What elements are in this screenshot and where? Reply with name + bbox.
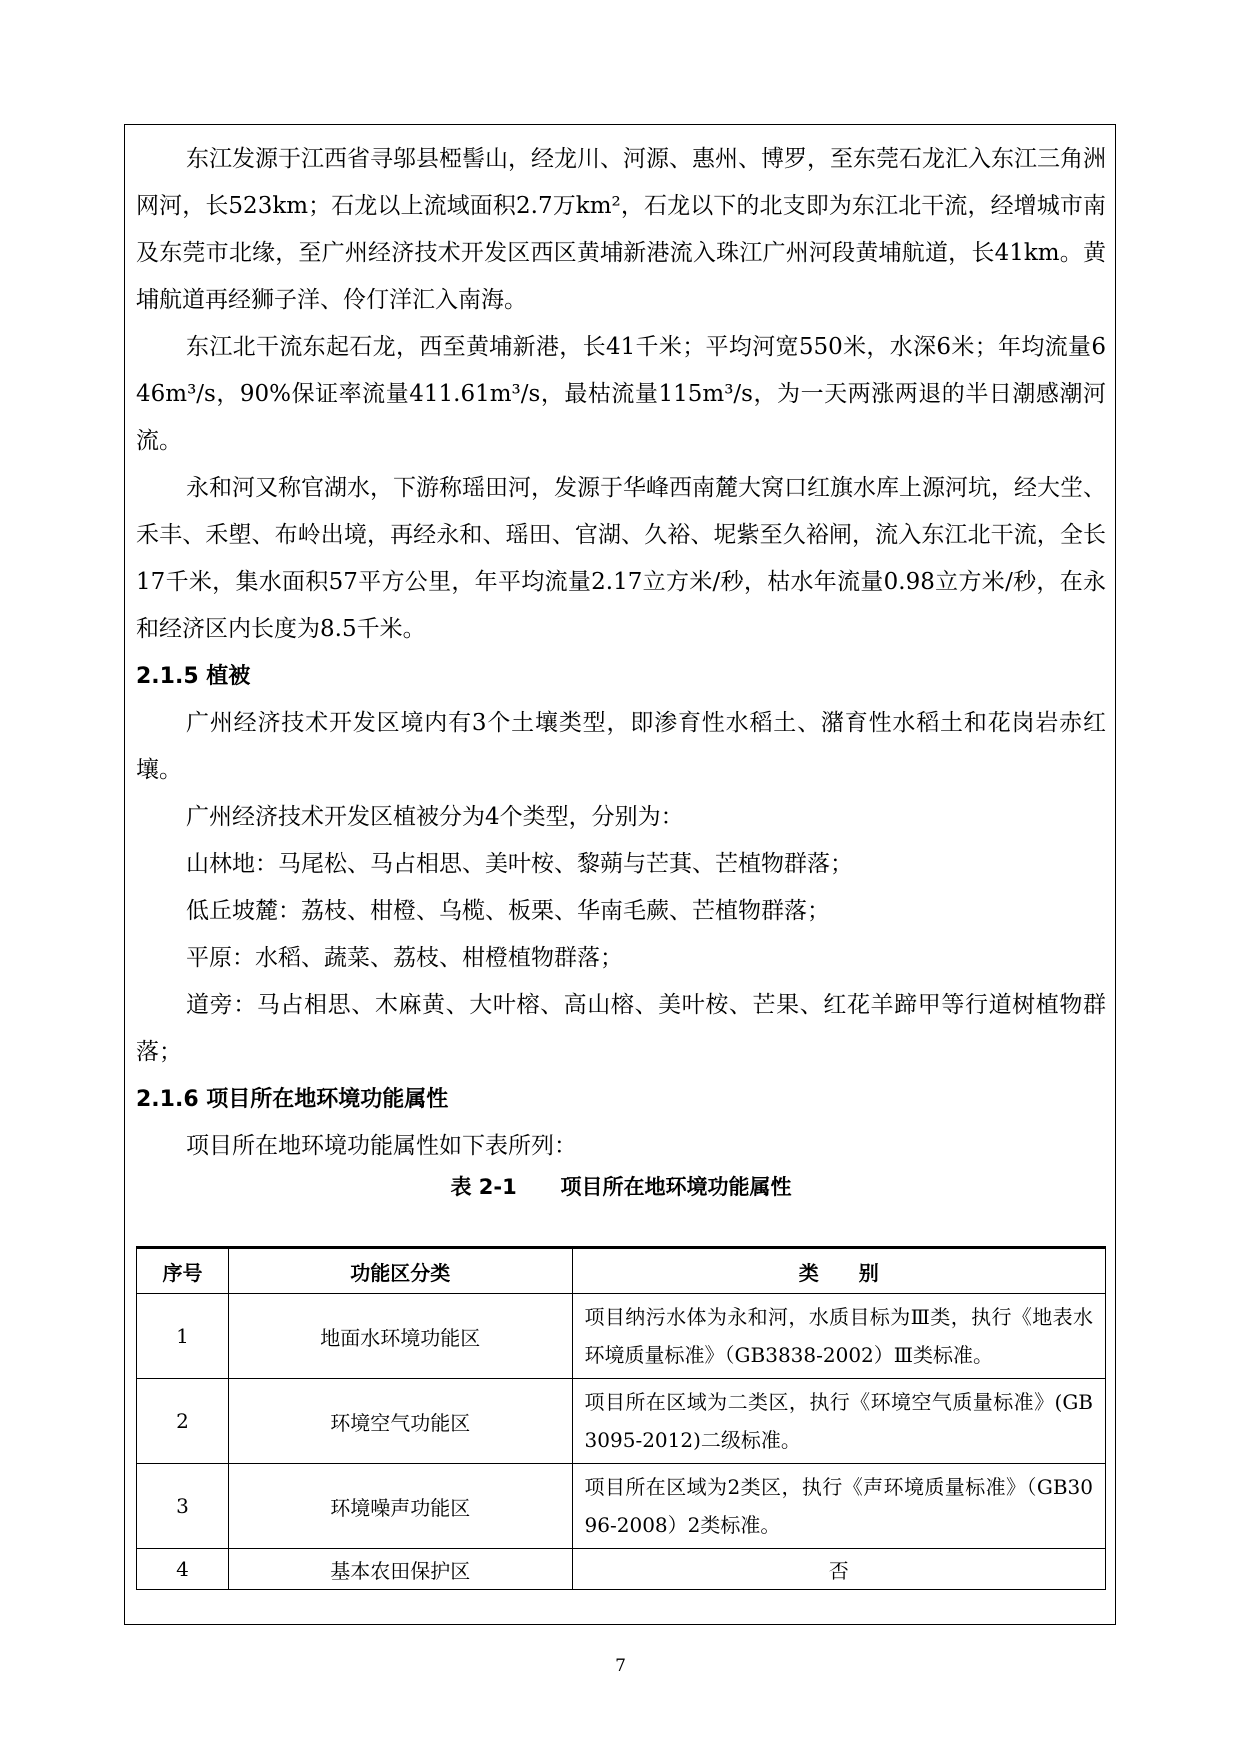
vegetation-item-1: 山林地：马尾松、马占相思、美叶桉、黎蒴与芒萁、芒植物群落； <box>186 851 853 877</box>
hydrology-paragraph-1: 东江发源于江西省寻邬县椏髻山，经龙川、河源、惠州、博罗，至东莞石龙汇入东江三角洲网河，长523km；石龙以上流域面积2.7万km²，石龙以下的北支即为东江北干流，经增城市南及东莞市北缘，至广州经济技术开发区西区黄埔新港流入珠江广州河段黄埔航道，长41km。黄埔航道再经狮子洋、伶仃洋汇入南海。 <box>136 146 1106 313</box>
header-number: 序号 <box>137 1248 229 1294</box>
section-heading-vegetation: 2.1.5 植被 <box>136 664 251 689</box>
vegetation-paragraph-2: 广州经济技术开发区植被分为4个类型，分别为： <box>186 804 684 830</box>
row-number: 3 <box>137 1464 229 1549</box>
table-header-row <box>137 1248 1106 1294</box>
row-category: 项目纳污水体为永和河，水质目标为Ⅲ类，执行《地表水环境质量标准》（GB3838-2002）Ⅲ类标准。 <box>572 1294 1105 1379</box>
section-heading-function: 2.1.6 项目所在地环境功能属性 <box>136 1087 449 1112</box>
table-row <box>137 1464 1106 1549</box>
function-attributes-table <box>136 1246 1106 1590</box>
header-zone-type: 功能区分类 <box>228 1248 572 1294</box>
vegetation-item-3: 平原：水稻、蔬菜、荔枝、柑橙植物群落； <box>186 945 623 971</box>
row-zone-type: 地面水环境功能区 <box>228 1294 572 1379</box>
table-title: 表 2-1 项目所在地环境功能属性 <box>450 1175 792 1199</box>
row-category: 项目所在区域为2类区，执行《声环境质量标准》（GB3096-2008）2类标准。 <box>572 1464 1105 1549</box>
row-category: 项目所在区域为二类区，执行《环境空气质量标准》(GB3095-2012)二级标准。 <box>572 1379 1105 1464</box>
vegetation-item-4: 道旁：马占相思、木麻黄、大叶榕、高山榕、美叶桉、芒果、红花羊蹄甲等行道树植物群落； <box>136 992 1106 1065</box>
hydrology-paragraph-3: 永和河又称官湖水，下游称瑶田河，发源于华峰西南麓大窝口红旗水库上源河坑，经大坣、禾丰、禾塱、布岭出境，再经永和、瑶田、官湖、久裕、坭紫至久裕闸，流入东江北干流，全长17千米，集水面积57平方公里，年平均流量2.17立方米/秒，枯水年流量0.98立方米/秒，在永和经济区内长度为8.5千米。 <box>136 475 1106 642</box>
table-row <box>137 1549 1106 1590</box>
vegetation-paragraph-1: 广州经济技术开发区境内有3个土壤类型，即渗育性水稻土、潴育性水稻土和花岗岩赤红壤。 <box>136 710 1106 783</box>
row-number: 2 <box>137 1379 229 1464</box>
row-category: 否 <box>572 1549 1105 1590</box>
row-number: 1 <box>137 1294 229 1379</box>
table-row <box>137 1294 1106 1379</box>
row-zone-type: 基本农田保护区 <box>228 1549 572 1590</box>
row-zone-type: 环境空气功能区 <box>228 1379 572 1464</box>
hydrology-paragraph-2: 东江北干流东起石龙，西至黄埔新港，长41千米；平均河宽550米，水深6米；年均流量646m³/s，90%保证率流量411.61m³/s，最枯流量115m³/s，为一天两涨两退的半日潮感潮河流。 <box>136 334 1106 454</box>
row-zone-type: 环境噪声功能区 <box>228 1464 572 1549</box>
table-row <box>137 1379 1106 1464</box>
function-intro: 项目所在地环境功能属性如下表所列： <box>186 1133 577 1159</box>
row-number: 4 <box>137 1549 229 1590</box>
header-category: 类 别 <box>572 1248 1105 1294</box>
document-body <box>136 136 1106 1204</box>
page-number: 7 <box>615 1656 626 1676</box>
vegetation-item-2: 低丘坡麓：荔枝、柑橙、乌榄、板栗、华南毛蕨、芒植物群落； <box>186 898 830 924</box>
